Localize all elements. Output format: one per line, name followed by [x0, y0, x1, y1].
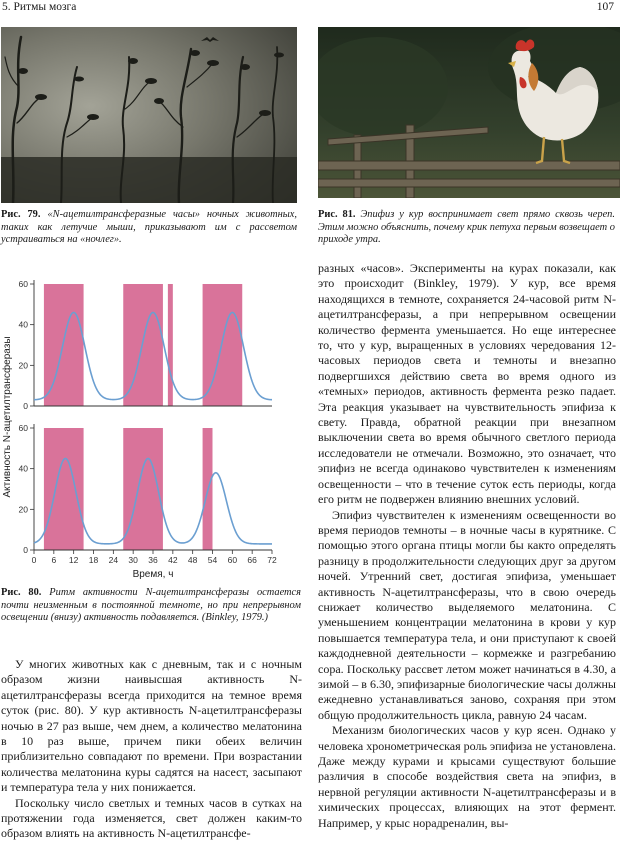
- dark-period-p2-2: [123, 428, 163, 550]
- figure-80-chart: [0, 270, 300, 585]
- y-tick-label-p1-0: 0: [23, 401, 28, 411]
- x-tick-label-36: 36: [148, 555, 158, 565]
- x-tick-label-0: 0: [31, 555, 37, 565]
- x-tick-label-12: 12: [68, 555, 79, 565]
- x-tick-label-42: 42: [168, 555, 178, 565]
- y-axis-label: Активность N-ацетилтрансферазы: [2, 336, 13, 498]
- rooster-photo: [318, 27, 620, 198]
- x-axis-label: Время, ч: [132, 569, 174, 580]
- left-column-text: [1, 657, 302, 842]
- figure-81-text: Эпифиз у кур воспринимает свет прямо сквозь череп. Этим можно объяснить, почему крик петуха первым возвещает о приходе утра.: [318, 209, 615, 246]
- x-tick-label-54: 54: [207, 555, 218, 565]
- dark-period-p1-2: [123, 284, 163, 406]
- right-column-text: [318, 261, 616, 831]
- right-paragraph-2: Эпифиз чувствителен к изменениям освещенности во время периодов темноты – в ночные часы в курятнике. С помощью этого органа птицы могли бы както определять разницу в продолжительности следующих друг за другом ночей. Утренний свет, достигая эпифиза, уменьшает активность N-ацетилтрансферазы, что в свою очередь снижает количество выделяемого мелатонина. С уменьшением концентрации мелатонина в крови у кур повышается температура тела, и они приступают к своей каждодневной деятельности – кормежке и разгребанию сора. Поскольку рассвет летом может начинаться в 4.30, а зимой – в 6.30, эпифизарные биологические часы должны ежедневно устанавливаться заново, сохраняя при этом общую продолжительность цикла, равную 24 часам.: [318, 507, 616, 722]
- y-tick-label-p2-0: 0: [23, 545, 28, 555]
- dark-period-p1-4: [203, 284, 243, 406]
- x-tick-label-66: 66: [247, 555, 257, 565]
- figure-80-label: Рис. 80.: [1, 587, 42, 598]
- figure-81-caption: [318, 209, 615, 247]
- x-tick-label-60: 60: [227, 555, 238, 565]
- page-number: 107: [596, 1, 614, 13]
- figure-79-label: Рис. 79.: [1, 209, 41, 220]
- y-tick-label-p2-20: 20: [18, 504, 28, 515]
- dark-period-p1-3: [168, 284, 173, 406]
- dark-period-p1-1: [44, 284, 84, 406]
- left-paragraph-1: У многих животных как с дневным, так и с ночным образом жизни наивысшая активность N-ацетилтрансферазы всегда приходится на темное время суток (рис. 80). У кур активность N-ацетилтрансферазы ночью в 27 раз выше, чем днем, а количество мелатонина в 10 раз выше, причем пики обеих величин приблизительно совпадают по времени. При возрастании количества мелатонина куры садятся на насест, засыпают и температура тела у них понижается.: [1, 657, 302, 795]
- running-header-section: 5. Ритмы мозга: [2, 1, 77, 13]
- figure-80-caption: [1, 587, 301, 625]
- x-tick-label-6: 6: [51, 555, 57, 565]
- dark-period-p2-1: [44, 428, 84, 550]
- x-tick-label-18: 18: [88, 555, 99, 565]
- y-tick-label-p1-40: 40: [18, 319, 28, 330]
- y-tick-label-p2-40: 40: [18, 463, 28, 474]
- x-tick-label-48: 48: [187, 555, 198, 565]
- figure-81-label: Рис. 81.: [318, 209, 356, 220]
- bats-photo-drawing: [1, 27, 297, 203]
- bats-photo: [1, 27, 297, 203]
- x-tick-label-24: 24: [108, 555, 119, 565]
- y-tick-label-p1-20: 20: [18, 360, 28, 371]
- x-tick-label-30: 30: [128, 555, 138, 565]
- figure-80-text: Ритм активности N-ацетилтрансферазы остается почти неизменным в постоянной темноте, но при непрерывном освещении (внизу) активность подавляется. (Binkley, 1979.): [1, 587, 301, 624]
- right-paragraph-1: разных «часов». Эксперименты на курах показали, как это происходит (Binkley, 1979). У кур, все время находящихся в темноте, сохраняется 24-часовой ритм N-ацетилтрансферазы, а при непрерывном освещении количество фермента уменьшается. Но еще интереснее то, что у кур, выращенных в условиях чередования 12-часовых периодов света и темноты и внезапно подвергшихся действию света во время одного из «темных» периодов, активность фермента резко падает. Эта реакция указывает на чувствительность эпифиза к свету. Правда, обратной реакции при внезапном выключении света во время обычного светлого периода исследователи не отмечали. Возможно, это означает, что эпифиз не всегда одинаково чувствителен к изменениям освещенности – что в течение суток есть периоды, когда его ритм не подвержен влиянию внешних условий.: [318, 261, 616, 507]
- rooster-photo-drawing: [318, 27, 620, 198]
- y-tick-label-p2-60: 60: [18, 423, 28, 433]
- x-tick-label-72: 72: [267, 555, 277, 565]
- figure-79-text: «N-ацетилтрансферазные часы» ночных животных, таких как летучие мыши, приказывают им с рассветом устраиваться на «ночлег».: [1, 209, 298, 246]
- left-paragraph-2: Поскольку число светлых и темных часов в сутках на протяжении года изменяется, свет должен каким-то образом влиять на активность N-ацетилтрансфе-: [1, 795, 302, 841]
- y-tick-label-p1-60: 60: [18, 279, 28, 289]
- right-paragraph-3: Механизм биологических часов у кур ясен. Однако у человека хронометрическая роль эпифиза не установлена. Даже между курами и крысами существуют большие различия в способе воздействия света на эпифиз, в нервной регуляции активности N-ацетилтрансферазы и в химических процессах, влияющих на этот фермент. Например, у крыс норадреналин, вы-: [318, 723, 616, 830]
- figure-79-caption: [1, 209, 297, 247]
